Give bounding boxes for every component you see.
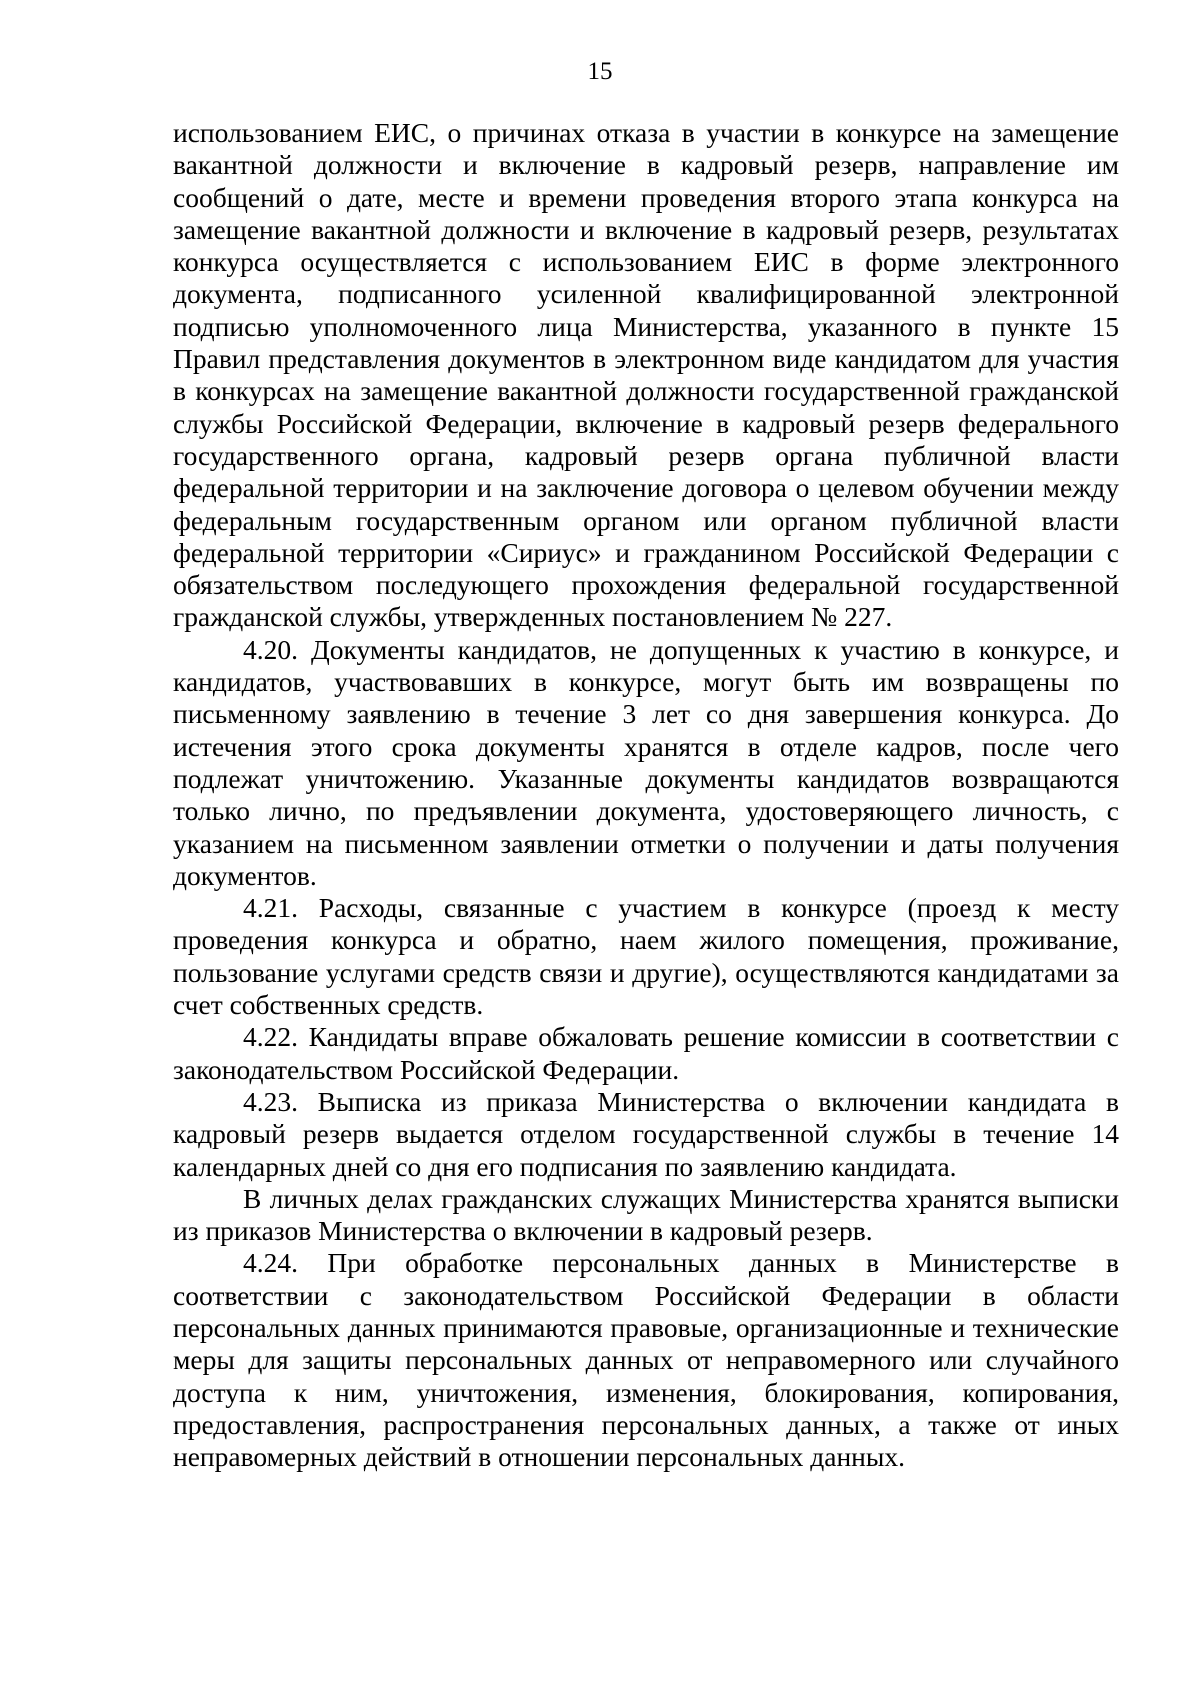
page-number: 15 [587, 58, 613, 85]
paragraph-4-24: 4.24. При обработке персональных данных в Министерстве в соответствии с законодательством Российской Федерации в области персональных данных принимаются правовые, организационные и технические меры для защиты персональных данных от неправомерного или случайного доступа к ним, уничтожения, изменения, блокирования, копирования, предоставления, распространения персональных данных, а также от иных неправомерных действий в отношении персональных данных. [173, 1247, 1119, 1473]
paragraph-4-23: 4.23. Выписка из приказа Министерства о включении кандидата в кадровый резерв выдается отделом государственной службы в течение 14 календарных дней со дня его подписания по заявлению кандидата. [173, 1085, 1119, 1182]
paragraph-4-22: 4.22. Кандидаты вправе обжаловать решение комиссии в соответствии с законодательством Российской Федерации. [173, 1021, 1119, 1085]
paragraph-4-21: 4.21. Расходы, связанные с участием в конкурсе (проезд к месту проведения конкурса и обратно, наем жилого помещения, проживание, пользование услугами средств связи и другие), осуществляются кандидатами за счет собственных средств. [173, 892, 1119, 1021]
paragraph-continuation: использованием ЕИС, о причинах отказа в участии в конкурсе на замещение вакантной должности и включение в кадровый резерв, направление им сообщений о дате, месте и времени проведения второго этапа конкурса на замещение вакантной должности и включение в кадровый резерв, результатах конкурса осуществляется с использованием ЕИС в форме электронного документа, подписанного усиленной квалифицированной электронной подписью уполномоченного лица Министерства, указанного в пункте 15 Правил представления документов в электронном виде кандидатом для участия в конкурсах на замещение вакантной должности государственной гражданской службы Российской Федерации, включение в кадровый резерв федерального государственного органа, кадровый резерв органа публичной власти федеральной территории и на заключение договора о целевом обучении между федеральным государственным органом или органом публичной власти федеральной территории «Сириус» и гражданином Российской Федерации с обязательством последующего прохождения федеральной государственной гражданской службы, утвержденных постановлением № 227. [173, 117, 1119, 633]
paragraph-personal-files: В личных делах гражданских служащих Министерства хранятся выписки из приказов Министерства о включении в кадровый резерв. [173, 1182, 1119, 1247]
document-body [173, 117, 1119, 1473]
paragraph-4-20: 4.20. Документы кандидатов, не допущенных к участию в конкурсе, и кандидатов, участвовавших в конкурсе, могут быть им возвращены по письменному заявлению в течение 3 лет со дня завершения конкурса. До истечения этого срока документы хранятся в отделе кадров, после чего подлежат уничтожению. Указанные документы кандидатов возвращаются только лично, по предъявлении документа, удостоверяющего личность, с указанием на письменном заявлении отметки о получении и даты получения документов. [173, 633, 1119, 891]
